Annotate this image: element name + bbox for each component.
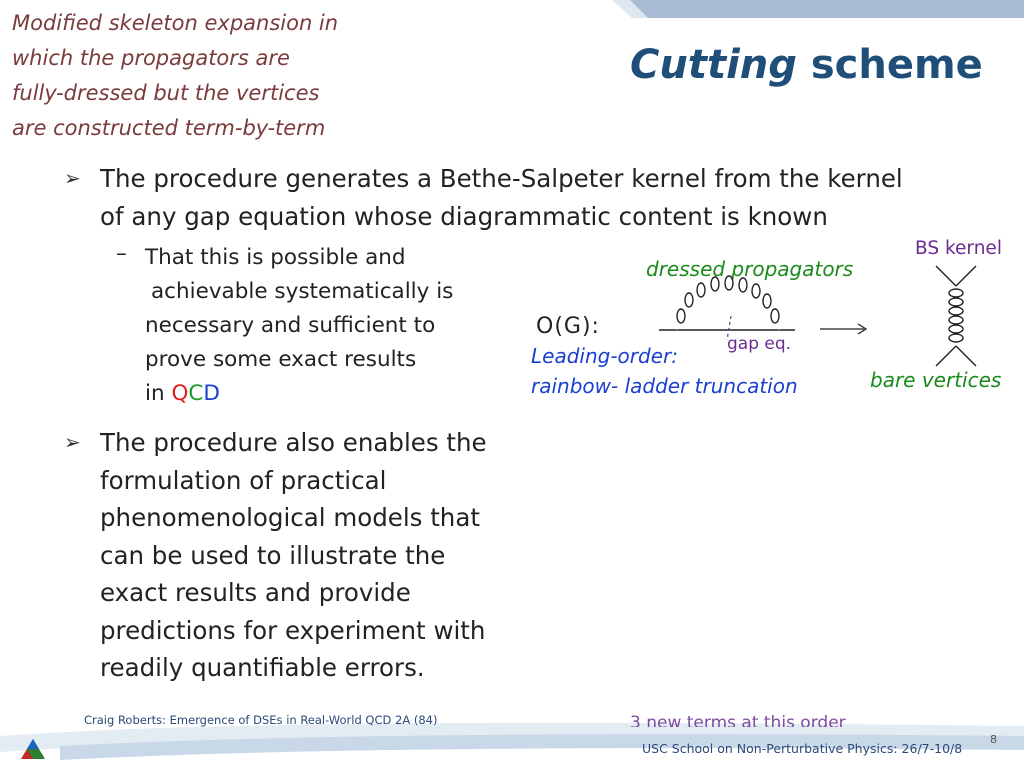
note-line: fully-dressed but the vertices — [12, 81, 320, 105]
bullet-line: of any gap equation whose diagrammatic content is known — [100, 201, 828, 231]
qcd-c: C — [188, 381, 204, 406]
sub-line: That this is possible and — [145, 245, 406, 270]
bullet-line: exact results and provide — [100, 578, 411, 607]
bare-vertices-label: bare vertices — [870, 368, 1002, 392]
qcd-q: Q — [171, 381, 189, 406]
bullet-line: formulation of practical — [100, 465, 387, 495]
page-number: 8 — [990, 733, 997, 746]
leading-line: Leading-order: — [531, 344, 678, 368]
footer-band — [0, 700, 1024, 768]
sub-line: achievable systematically is — [151, 279, 454, 304]
note-line: Modified skeleton expansion in — [12, 11, 339, 35]
bullet-arrow-icon: ➢ — [64, 166, 81, 190]
bullet-1 — [100, 160, 960, 235]
bullet-line: can be used to illustrate the — [100, 540, 446, 570]
faded-text: 3 new terms at this order — [630, 713, 846, 727]
sub-bullet — [145, 241, 505, 411]
bullet-line: phenomenological models that — [100, 503, 480, 532]
side-note — [12, 6, 392, 146]
gap-equation-diagram — [655, 268, 805, 340]
qcd-d: D — [203, 381, 220, 406]
bullet-line: predictions for experiment with — [100, 615, 486, 645]
leading-line: rainbow- ladder truncation — [531, 374, 798, 398]
dressed-propagators-label: dressed propagators — [646, 257, 854, 281]
slide-title — [630, 42, 983, 88]
bs-kernel-diagram — [916, 262, 996, 372]
title-rest: scheme — [810, 42, 983, 88]
sub-bullet-dash: – — [116, 241, 127, 266]
note-line: are constructed term-by-term — [12, 116, 326, 140]
gap-equation-label: gap eq. — [727, 334, 792, 354]
logo-icon — [20, 738, 46, 760]
footer-left: Craig Roberts: Emergence of DSEs in Real-World QCD 2A (84) — [84, 713, 438, 727]
sub-prefix: in — [145, 381, 165, 406]
note-line: which the propagators are — [12, 46, 290, 70]
leading-order-label — [531, 341, 798, 401]
sub-line: prove some exact results — [145, 347, 417, 372]
title-emphasis: Cutting — [630, 42, 797, 88]
bs-kernel-label: BS kernel — [915, 238, 1002, 259]
bullet-line: The procedure generates a Bethe-Salpeter kernel from the kernel — [100, 164, 903, 193]
arrow-right-icon — [820, 322, 870, 336]
bullet-arrow-icon: ➢ — [64, 430, 81, 454]
header-band — [560, 0, 1024, 18]
footer-right: USC School on Non-Perturbative Physics: 26/7-10/8 — [642, 741, 963, 756]
bullet-line: The procedure also enables the — [100, 428, 487, 457]
sub-line: necessary and sufficient to — [145, 313, 436, 338]
bullet-line: readily quantifiable errors. — [100, 653, 425, 682]
order-label: O(G): — [536, 314, 600, 339]
bullet-2 — [100, 424, 520, 687]
sub-line-qcd — [145, 377, 505, 411]
